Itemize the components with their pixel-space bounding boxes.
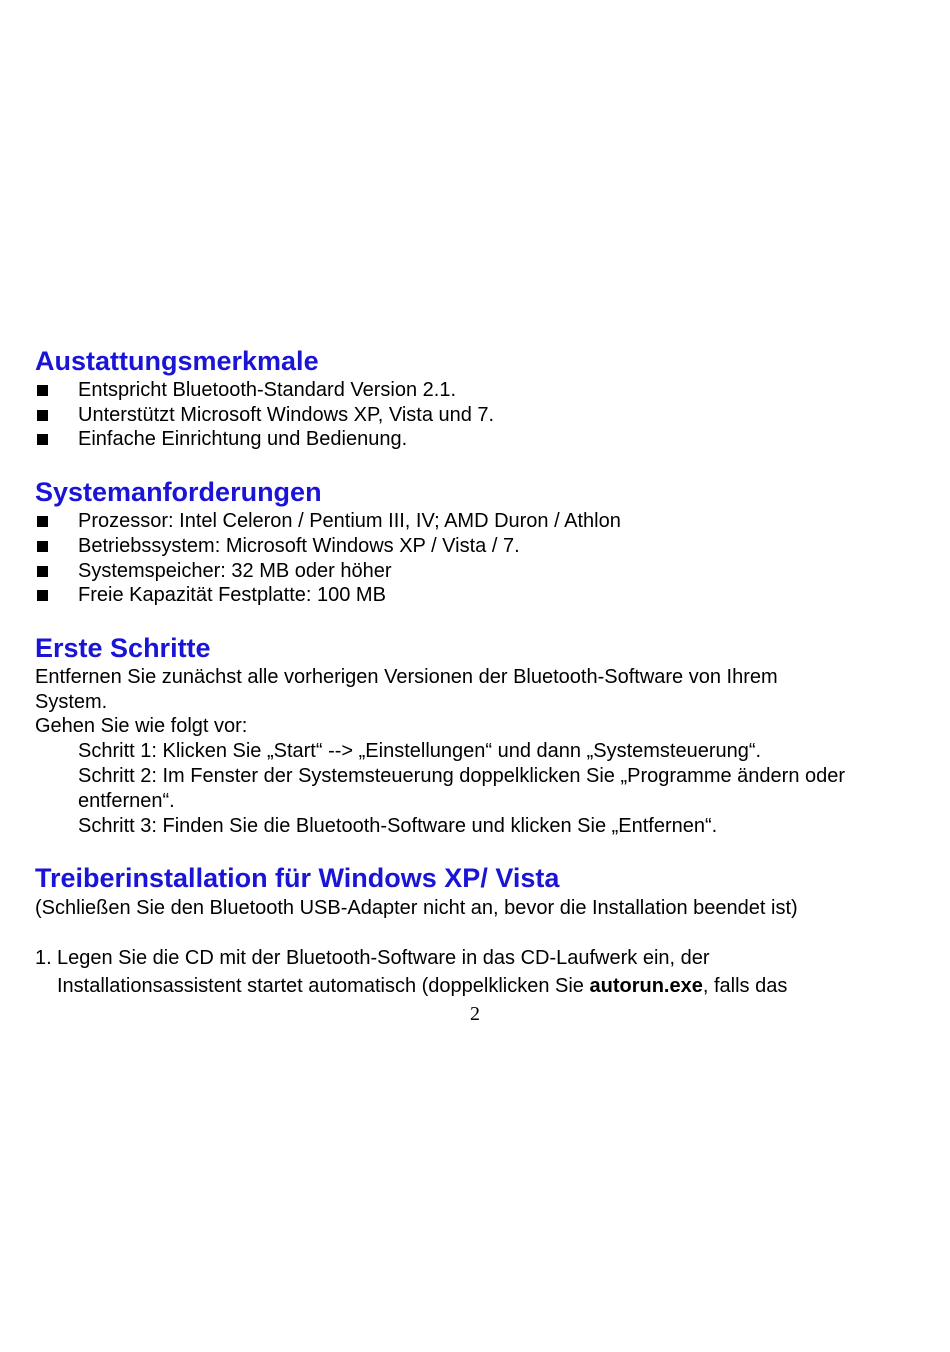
step-text: Legen Sie die CD mit der Bluetooth-Software in das CD-Laufwerk ein, der: [57, 947, 710, 969]
list-item: Prozessor: Intel Celeron / Pentium III, IV; AMD Duron / Athlon: [78, 510, 621, 532]
list-item: Unterstützt Microsoft Windows XP, Vista und 7.: [78, 404, 495, 426]
page-number: 2: [470, 1003, 480, 1025]
step-text-part: , falls das: [702, 975, 788, 997]
list-item: Einfache Einrichtung und Bedienung.: [78, 428, 408, 450]
bullet-icon: [37, 434, 48, 445]
paragraph: Entfernen Sie zunächst alle vorherigen Versionen der Bluetooth-Software von Ihrem: [35, 666, 778, 688]
first-steps-heading: Erste Schritte: [35, 633, 211, 663]
list-item: Systemspeicher: 32 MB oder höher: [78, 560, 392, 582]
requirements-heading: Systemanforderungen: [35, 477, 322, 507]
features-heading: Austattungsmerkmale: [35, 346, 319, 376]
filename-bold: autorun.exe: [589, 975, 703, 997]
step-text: Schritt 2: Im Fenster der Systemsteuerung doppelklicken Sie „Programme ändern oder: [78, 765, 846, 787]
step-text-part: Installationsassistent startet automatisch (doppelklicken Sie: [57, 975, 590, 997]
paragraph: System.: [35, 691, 108, 713]
bullet-icon: [37, 385, 48, 396]
bullet-icon: [37, 410, 48, 421]
list-item: Freie Kapazität Festplatte: 100 MB: [78, 584, 386, 606]
driver-install-heading: Treiberinstallation für Windows XP/ Vista: [35, 863, 560, 893]
bullet-icon: [37, 590, 48, 601]
list-item: Betriebssystem: Microsoft Windows XP / Vista / 7.: [78, 535, 520, 557]
step-text: Schritt 1: Klicken Sie „Start“ --> „Einstellungen“ und dann „Systemsteuerung“.: [78, 740, 762, 762]
bullet-icon: [37, 566, 48, 577]
bullet-icon: [37, 516, 48, 527]
step-text: entfernen“.: [78, 790, 175, 812]
step-number: 1.: [35, 947, 52, 969]
note-text: (Schließen Sie den Bluetooth USB-Adapter nicht an, bevor die Installation beendet ist): [35, 897, 798, 919]
list-item: Entspricht Bluetooth-Standard Version 2.1.: [78, 379, 457, 401]
step-text: Schritt 3: Finden Sie die Bluetooth-Software und klicken Sie „Entfernen“.: [78, 815, 718, 837]
bullet-icon: [37, 541, 48, 552]
step-text: [57, 974, 787, 998]
paragraph: Gehen Sie wie folgt vor:: [35, 715, 248, 737]
